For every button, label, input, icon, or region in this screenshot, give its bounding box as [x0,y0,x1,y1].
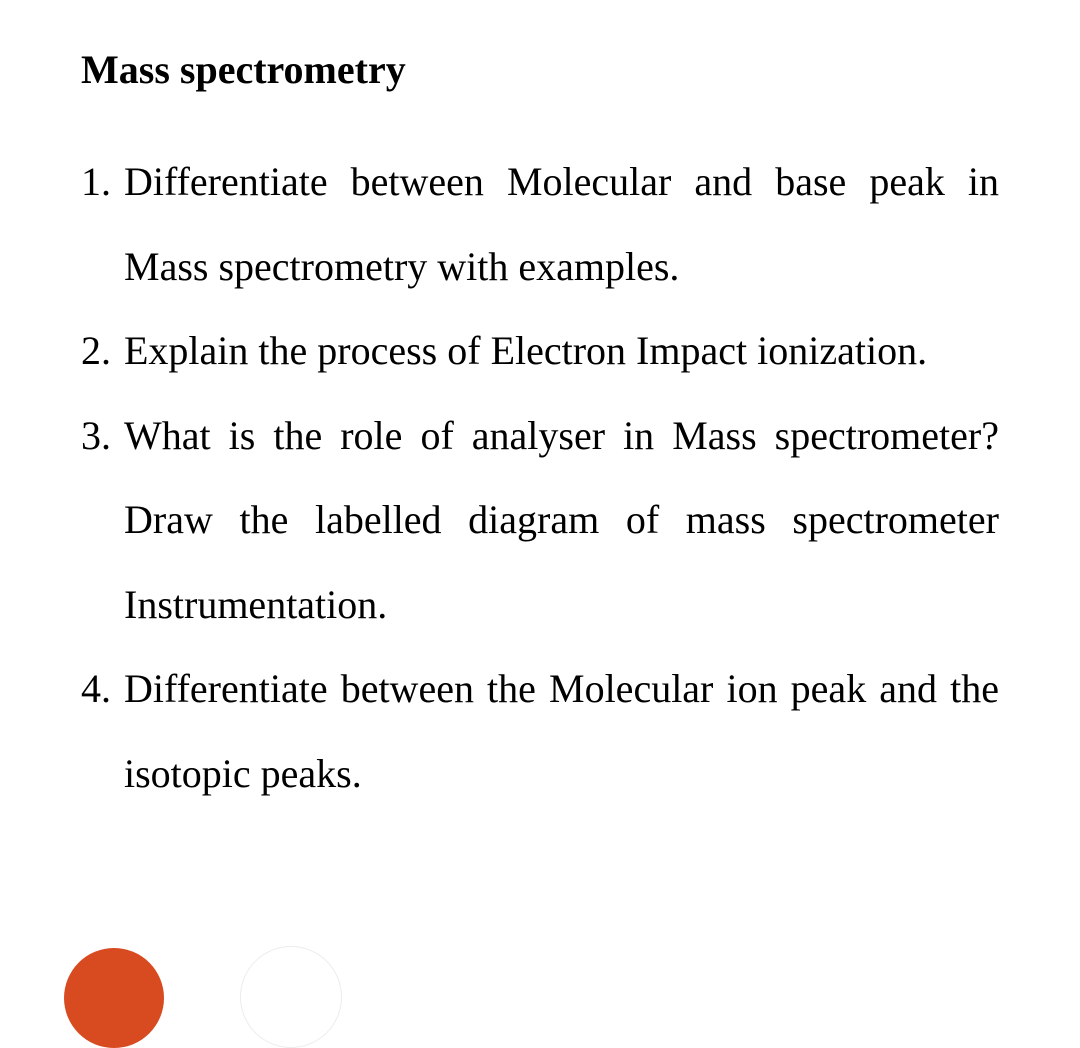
question-item [81,140,999,309]
question-item [81,647,999,816]
floating-action-button[interactable] [64,948,164,1048]
question-item [81,309,999,394]
question-number: 1. [81,159,111,204]
question-list [81,140,999,816]
secondary-floating-button[interactable] [240,946,342,1048]
question-number: 2. [81,328,111,373]
question-text: What is the role of analyser in Mass spectrometer? Draw the labelled diagram of mass spectrometer Instrumentation. [124,412,999,627]
question-item [81,394,999,648]
question-number: 3. [81,412,111,458]
question-text: Differentiate between Molecular and base peak in Mass spectrometry with examples. [124,159,999,289]
question-text: Differentiate between the Molecular ion peak and the isotopic peaks. [124,666,999,796]
question-text: Explain the process of Electron Impact ionization. [124,328,928,373]
page-title: Mass spectrometry [81,47,406,92]
question-number: 4. [81,666,111,711]
